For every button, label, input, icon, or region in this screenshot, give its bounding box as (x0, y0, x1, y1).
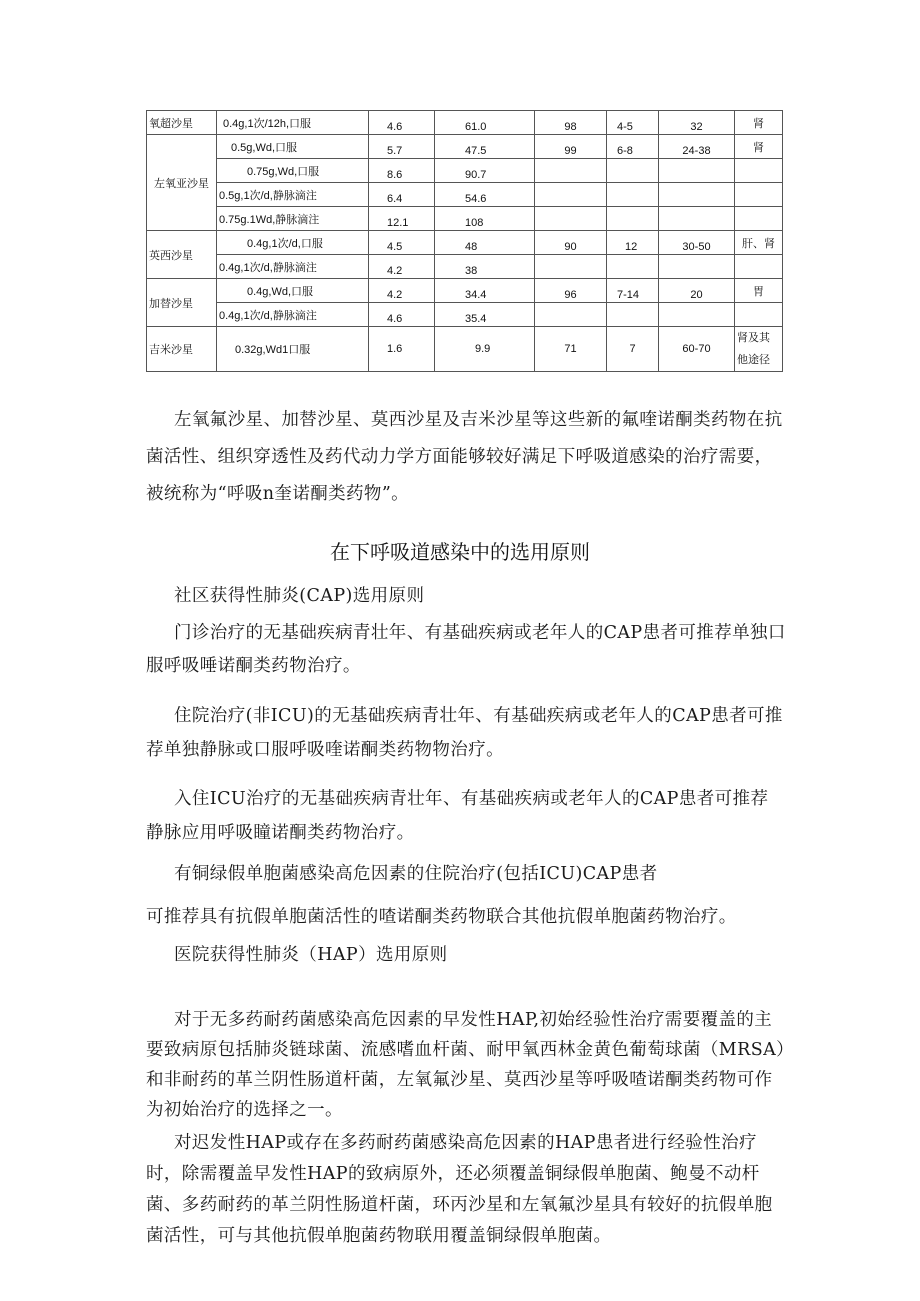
table-cell: 6.4 (369, 183, 435, 207)
table-cell: 6-8 (607, 135, 659, 159)
drug-name: 英西沙星 (147, 231, 217, 279)
excretion-line-2: 他途径 (737, 354, 770, 366)
table-cell (607, 159, 659, 183)
dosage: 0.5g,1次/d,静脉滴注 (217, 183, 369, 207)
table-cell (535, 159, 607, 183)
table-cell: 54.6 (435, 183, 535, 207)
hap-title (146, 938, 786, 972)
table-cell: 48 (435, 231, 535, 255)
table-cell (535, 303, 607, 327)
table-cell: 20 (659, 279, 735, 303)
table-cell: 30-50 (659, 231, 735, 255)
table-cell (735, 207, 783, 231)
dosage: 0.4g,1次/d,静脉滴注 (217, 303, 369, 327)
table-cell: 32 (659, 111, 735, 135)
hap-paragraph-2-text: 对迟发性HAP或存在多药耐药菌感染高危因素的HAP患者进行经验性治疗时，除需覆盖早发性HAP的致病原外，还必须覆盖铜绿假单胞菌、鲍曼不动杆菌、多药耐药的革兰阴性肠道杆菌，环丙沙星和左氧氟沙星具有较好的抗假单胞菌活性，可与其他抗假单胞菌药物联用覆盖铜绿假单胞菌。 (146, 1133, 773, 1246)
cap-paragraph-3-text: 入住ICU治疗的无基础疾病青壮年、有基础疾病或老年人的CAP患者可推荐静脉应用呼吸瞳诺酮类药物治疗。 (146, 789, 769, 843)
table-cell: 9.9 (435, 327, 535, 372)
drug-name: 氧超沙星 (147, 111, 217, 135)
cap-paragraph-3 (146, 782, 786, 850)
hap-paragraph-2 (146, 1128, 786, 1252)
table-row (147, 255, 783, 279)
table-cell: 90 (535, 231, 607, 255)
table-row (147, 303, 783, 327)
drug-name: 吉米沙星 (147, 327, 217, 372)
table-cell: 7-14 (607, 279, 659, 303)
table-cell (535, 207, 607, 231)
table-cell (735, 159, 783, 183)
table-cell: 1.6 (369, 327, 435, 372)
table-cell (607, 255, 659, 279)
dosage: 0.75g.1Wd,静脉滴注 (217, 207, 369, 231)
table-cell: 38 (435, 255, 535, 279)
table-row (147, 279, 783, 303)
table-cell: 99 (535, 135, 607, 159)
intro-text: 左氧氟沙星、加替沙星、莫西沙星及吉米沙星等这些新的氟喹诺酮类药物在抗菌活性、组织穿透性及药代动力学方面能够较好满足下呼吸道感染的治疗需要，被统称为“呼吸n奎诺酮类药物”。 (146, 410, 783, 504)
table-cell: 肾 (735, 111, 783, 135)
table-cell: 4.6 (369, 303, 435, 327)
cap-paragraph-2 (146, 699, 786, 767)
table-cell (659, 159, 735, 183)
table-cell (659, 303, 735, 327)
table-cell (735, 327, 783, 372)
table-cell (607, 183, 659, 207)
dosage: 0.4g,1次/d,口服 (217, 231, 369, 255)
intro-paragraph (146, 402, 786, 513)
cap-paragraph-4b-text: 可推荐具有抗假单胞菌活性的喳诺酮类药物联合其他抗假单胞菌药物治疗。 (146, 907, 737, 927)
table-cell (535, 183, 607, 207)
table-cell (659, 183, 735, 207)
table-cell: 24-38 (659, 135, 735, 159)
table-cell: 4.5 (369, 231, 435, 255)
table-row (147, 207, 783, 231)
table-cell: 60-70 (659, 327, 735, 372)
table-cell: 4.2 (369, 255, 435, 279)
dosage: 0.75g,Wd,口服 (217, 159, 369, 183)
table-cell: 肝、肾 (735, 231, 783, 255)
table-row (147, 135, 783, 159)
cap-paragraph-4b (146, 901, 786, 933)
table-cell: 胃 (735, 279, 783, 303)
table-cell: 108 (435, 207, 535, 231)
table-row (147, 159, 783, 183)
excretion-line-1: 肾及其 (737, 332, 770, 344)
table-cell: 肾 (735, 135, 783, 159)
cap-paragraph-4a (146, 858, 786, 890)
dosage: 0.4g,1次/12h,口服 (217, 111, 369, 135)
table-cell: 5.7 (369, 135, 435, 159)
section-heading: 在下呼吸道感染中的选用原则 (330, 540, 590, 564)
table-cell: 4-5 (607, 111, 659, 135)
table-row (147, 231, 783, 255)
table-cell (735, 303, 783, 327)
table-cell (735, 183, 783, 207)
dosage: 0.4g,Wd,口服 (217, 279, 369, 303)
table-cell: 71 (535, 327, 607, 372)
table-cell: 12 (607, 231, 659, 255)
cap-paragraph-1 (146, 617, 786, 683)
table-cell (607, 303, 659, 327)
table-cell: 90.7 (435, 159, 535, 183)
table-cell (535, 255, 607, 279)
table-cell: 34.4 (435, 279, 535, 303)
pharmacokinetics-table (146, 110, 783, 372)
table-cell: 35.4 (435, 303, 535, 327)
table-cell (735, 255, 783, 279)
hap-title-text: 医院获得性肺炎（HAP）选用原则 (174, 945, 448, 965)
table-cell: 4.6 (369, 111, 435, 135)
table-row (147, 183, 783, 207)
table-cell (607, 207, 659, 231)
drug-name: 左氧亚沙星 (147, 135, 217, 231)
cap-title (146, 578, 786, 614)
table-cell (659, 255, 735, 279)
cap-paragraph-1-text: 门诊治疗的无基础疾病青壮年、有基础疾病或老年人的CAP患者可推荐单独口服呼吸唾诺酮类药物治疗。 (146, 623, 786, 676)
hap-paragraph-1 (146, 1005, 786, 1125)
table-cell: 12.1 (369, 207, 435, 231)
hap-paragraph-1-text: 对于无多药耐药菌感染高危因素的早发性HAP,初始经验性治疗需要覆盖的主要致病原包括肺炎链球菌、流感嗜血杆菌、耐甲氧西林金黄色葡萄球菌（MRSA）和非耐药的革兰阴性肠道杆菌，左氧氟沙星、莫西沙星等呼吸喳诺酮类药物可作为初始治疗的选择之一。 (146, 1010, 786, 1120)
table-cell: 4.2 (369, 279, 435, 303)
table-cell: 47.5 (435, 135, 535, 159)
cap-paragraph-4a-text: 有铜绿假单胞菌感染高危因素的住院治疗(包括ICU)CAP患者 (174, 864, 658, 884)
table-row (147, 111, 783, 135)
table-cell: 61.0 (435, 111, 535, 135)
table-cell: 7 (607, 327, 659, 372)
table-cell (659, 207, 735, 231)
table-cell: 8.6 (369, 159, 435, 183)
dosage: 0.32g,Wd1口服 (217, 327, 369, 372)
table-cell: 96 (535, 279, 607, 303)
cap-paragraph-2-text: 住院治疗(非ICU)的无基础疾病青壮年、有基础疾病或老年人的CAP患者可推荐单独静脉或口服呼吸喹诺酮类药物物治疗。 (146, 706, 783, 760)
cap-title-text: 社区获得性肺炎(CAP)选用原则 (174, 586, 425, 606)
drug-name: 加替沙星 (147, 279, 217, 327)
table-row (147, 327, 783, 372)
dosage: 0.5g,Wd,口服 (217, 135, 369, 159)
table-cell: 98 (535, 111, 607, 135)
dosage: 0.4g,1次/d,静脉滴注 (217, 255, 369, 279)
